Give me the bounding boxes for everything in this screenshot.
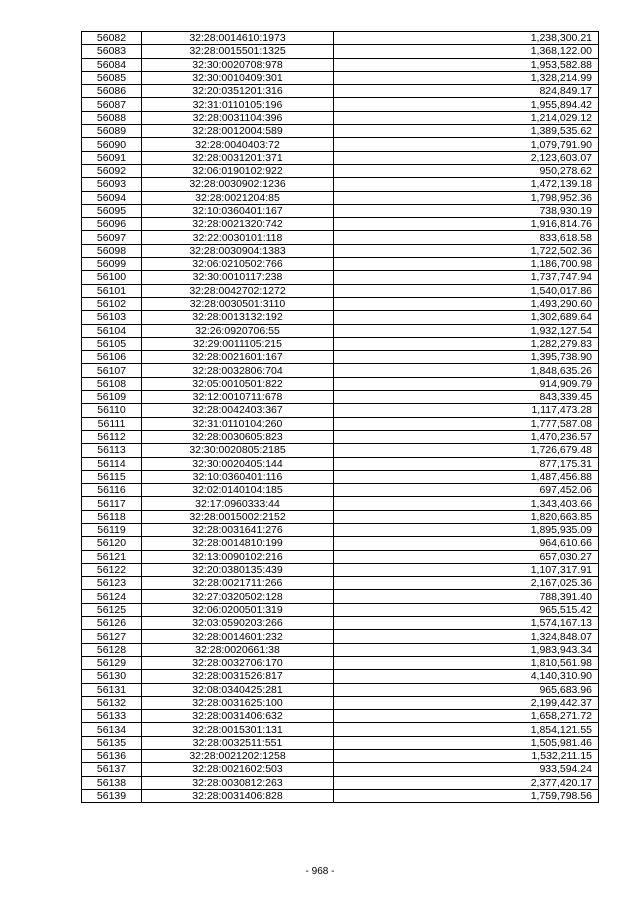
row-number-cell: 56083 xyxy=(82,45,142,58)
row-number-cell: 56120 xyxy=(82,537,142,550)
row-number-cell: 56124 xyxy=(82,590,142,603)
row-number-cell: 56121 xyxy=(82,550,142,563)
table-row xyxy=(82,497,599,510)
cadastral-number-cell: 32:28:0030605:823 xyxy=(142,430,334,443)
cadastral-number-cell: 32:28:0030812:263 xyxy=(142,776,334,789)
row-number-cell: 56106 xyxy=(82,351,142,364)
cadastral-number-cell: 32:28:0031526:817 xyxy=(142,670,334,683)
table-row xyxy=(82,138,599,151)
row-number-cell: 56094 xyxy=(82,191,142,204)
cadastral-number-cell: 32:26:0920706:55 xyxy=(142,324,334,337)
row-number-cell: 56128 xyxy=(82,643,142,656)
table-row xyxy=(82,351,599,364)
table-row xyxy=(82,750,599,763)
cadastral-number-cell: 32:28:0020661:38 xyxy=(142,643,334,656)
amount-cell: 1,810,561.98 xyxy=(334,656,599,669)
amount-cell: 1,186,700.98 xyxy=(334,258,599,271)
table-row xyxy=(82,231,599,244)
cadastral-number-cell: 32:12:0010711:678 xyxy=(142,391,334,404)
cadastral-number-cell: 32:31:0110104:260 xyxy=(142,417,334,430)
row-number-cell: 56133 xyxy=(82,710,142,723)
amount-cell: 1,117,473.28 xyxy=(334,404,599,417)
amount-cell: 1,395,738.90 xyxy=(334,351,599,364)
cadastral-number-cell: 32:28:0021202:1258 xyxy=(142,750,334,763)
table-row xyxy=(82,98,599,111)
amount-cell: 1,505,981.46 xyxy=(334,736,599,749)
table-row xyxy=(82,630,599,643)
row-number-cell: 56082 xyxy=(82,32,142,45)
cadastral-number-cell: 32:28:0021602:503 xyxy=(142,763,334,776)
amount-cell: 1,470,236.57 xyxy=(334,430,599,443)
row-number-cell: 56132 xyxy=(82,696,142,709)
row-number-cell: 56089 xyxy=(82,125,142,138)
row-number-cell: 56087 xyxy=(82,98,142,111)
amount-cell: 1,079,791.90 xyxy=(334,138,599,151)
amount-cell: 1,302,689.64 xyxy=(334,311,599,324)
amount-cell: 843,339.45 xyxy=(334,391,599,404)
row-number-cell: 56137 xyxy=(82,763,142,776)
cadastral-number-cell: 32:06:0200501:319 xyxy=(142,603,334,616)
row-number-cell: 56139 xyxy=(82,789,142,802)
table-row xyxy=(82,470,599,483)
page-number: - 968 - xyxy=(305,866,335,877)
cadastral-number-cell: 32:30:0010409:301 xyxy=(142,71,334,84)
row-number-cell: 56131 xyxy=(82,683,142,696)
table-row xyxy=(82,763,599,776)
row-number-cell: 56086 xyxy=(82,85,142,98)
table-row xyxy=(82,444,599,457)
cadastral-number-cell: 32:20:0380135:439 xyxy=(142,563,334,576)
row-number-cell: 56113 xyxy=(82,444,142,457)
cadastral-number-cell: 32:30:0010117:238 xyxy=(142,271,334,284)
table-row xyxy=(82,670,599,683)
amount-cell: 697,452.06 xyxy=(334,484,599,497)
table-row xyxy=(82,550,599,563)
cadastral-number-cell: 32:28:0014810:199 xyxy=(142,537,334,550)
row-number-cell: 56101 xyxy=(82,284,142,297)
table-row xyxy=(82,523,599,536)
amount-cell: 2,167,025.36 xyxy=(334,577,599,590)
cadastral-number-cell: 32:06:0210502:766 xyxy=(142,258,334,271)
cadastral-number-cell: 32:28:0032706:170 xyxy=(142,656,334,669)
table-row xyxy=(82,204,599,217)
amount-cell: 1,759,798.56 xyxy=(334,789,599,802)
row-number-cell: 56118 xyxy=(82,510,142,523)
amount-cell: 1,955,894.42 xyxy=(334,98,599,111)
cadastral-number-cell: 32:28:0032806:704 xyxy=(142,364,334,377)
amount-cell: 1,798,952.36 xyxy=(334,191,599,204)
row-number-cell: 56114 xyxy=(82,457,142,470)
cadastral-number-cell: 32:28:0032511:551 xyxy=(142,736,334,749)
row-number-cell: 56095 xyxy=(82,204,142,217)
amount-cell: 1,368,122.00 xyxy=(334,45,599,58)
row-number-cell: 56088 xyxy=(82,111,142,124)
row-number-cell: 56135 xyxy=(82,736,142,749)
row-number-cell: 56134 xyxy=(82,723,142,736)
cadastral-number-cell: 32:08:0340425:281 xyxy=(142,683,334,696)
amount-cell: 788,391.40 xyxy=(334,590,599,603)
row-number-cell: 56107 xyxy=(82,364,142,377)
cadastral-number-cell: 32:28:0021204:85 xyxy=(142,191,334,204)
table-row xyxy=(82,563,599,576)
row-number-cell: 56111 xyxy=(82,417,142,430)
amount-cell: 1,658,271.72 xyxy=(334,710,599,723)
row-number-cell: 56112 xyxy=(82,430,142,443)
amount-cell: 1,737,747.94 xyxy=(334,271,599,284)
amount-cell: 833,618.58 xyxy=(334,231,599,244)
table-row xyxy=(82,683,599,696)
row-number-cell: 56129 xyxy=(82,656,142,669)
amount-cell: 1,722,502.36 xyxy=(334,244,599,257)
cadastral-number-cell: 32:28:0042403:367 xyxy=(142,404,334,417)
cadastral-number-cell: 32:28:0031201:371 xyxy=(142,151,334,164)
amount-cell: 1,726,679.48 xyxy=(334,444,599,457)
cadastral-number-cell: 32:30:0020708:978 xyxy=(142,58,334,71)
row-number-cell: 56091 xyxy=(82,151,142,164)
amount-cell: 738,930.19 xyxy=(334,204,599,217)
row-number-cell: 56092 xyxy=(82,164,142,177)
table-row xyxy=(82,45,599,58)
table-row xyxy=(82,32,599,45)
table-row xyxy=(82,696,599,709)
amount-cell: 1,854,121.55 xyxy=(334,723,599,736)
amount-cell: 965,683.96 xyxy=(334,683,599,696)
table-row xyxy=(82,776,599,789)
table-row xyxy=(82,125,599,138)
table-row xyxy=(82,736,599,749)
cadastral-number-cell: 32:10:0360401:116 xyxy=(142,470,334,483)
row-number-cell: 56125 xyxy=(82,603,142,616)
row-number-cell: 56109 xyxy=(82,391,142,404)
table-row xyxy=(82,311,599,324)
amount-cell: 657,030.27 xyxy=(334,550,599,563)
amount-cell: 1,324,848.07 xyxy=(334,630,599,643)
amount-cell: 1,916,814.76 xyxy=(334,218,599,231)
table-row xyxy=(82,643,599,656)
cadastral-number-cell: 32:28:0030501:3110 xyxy=(142,297,334,310)
table-row xyxy=(82,297,599,310)
amount-cell: 1,107,317.91 xyxy=(334,563,599,576)
table-row xyxy=(82,603,599,616)
row-number-cell: 56122 xyxy=(82,563,142,576)
amount-cell: 1,820,663.85 xyxy=(334,510,599,523)
table-row xyxy=(82,656,599,669)
amount-cell: 2,377,420.17 xyxy=(334,776,599,789)
amount-cell: 1,574,167.13 xyxy=(334,617,599,630)
cadastral-number-cell: 32:20:0351201:316 xyxy=(142,85,334,98)
table-row xyxy=(82,151,599,164)
row-number-cell: 56116 xyxy=(82,484,142,497)
amount-cell: 1,343,403.66 xyxy=(334,497,599,510)
amount-cell: 1,983,943.34 xyxy=(334,643,599,656)
cadastral-number-cell: 32:29:0011105:215 xyxy=(142,337,334,350)
amount-cell: 1,895,935.09 xyxy=(334,523,599,536)
cadastral-number-cell: 32:28:0031406:632 xyxy=(142,710,334,723)
cadastral-number-cell: 32:30:0020805:2185 xyxy=(142,444,334,457)
table-row xyxy=(82,537,599,550)
row-number-cell: 56138 xyxy=(82,776,142,789)
cadastral-number-cell: 32:28:0031406:828 xyxy=(142,789,334,802)
table-row xyxy=(82,723,599,736)
cadastral-number-cell: 32:28:0015301:131 xyxy=(142,723,334,736)
amount-cell: 4,140,310.90 xyxy=(334,670,599,683)
table-row xyxy=(82,218,599,231)
table-row xyxy=(82,430,599,443)
row-number-cell: 56102 xyxy=(82,297,142,310)
amount-cell: 1,848,635.26 xyxy=(334,364,599,377)
cadastral-number-cell: 32:28:0014601:232 xyxy=(142,630,334,643)
cadastral-number-cell: 32:31:0110105:196 xyxy=(142,98,334,111)
row-number-cell: 56119 xyxy=(82,523,142,536)
cadastral-number-cell: 32:28:0012004:589 xyxy=(142,125,334,138)
row-number-cell: 56105 xyxy=(82,337,142,350)
row-number-cell: 56084 xyxy=(82,58,142,71)
table-row xyxy=(82,164,599,177)
row-number-cell: 56093 xyxy=(82,178,142,191)
table-row xyxy=(82,85,599,98)
cadastral-number-cell: 32:27:0320502:128 xyxy=(142,590,334,603)
amount-cell: 2,199,442.37 xyxy=(334,696,599,709)
table-row xyxy=(82,324,599,337)
amount-cell: 1,532,211.15 xyxy=(334,750,599,763)
row-number-cell: 56110 xyxy=(82,404,142,417)
row-number-cell: 56104 xyxy=(82,324,142,337)
table-row xyxy=(82,111,599,124)
cadastral-number-cell: 32:13:0090102:216 xyxy=(142,550,334,563)
row-number-cell: 56085 xyxy=(82,71,142,84)
amount-cell: 950,278.62 xyxy=(334,164,599,177)
amount-cell: 877,175.31 xyxy=(334,457,599,470)
amount-cell: 1,472,139.18 xyxy=(334,178,599,191)
table-row xyxy=(82,577,599,590)
table-row xyxy=(82,178,599,191)
amount-cell: 824,849.17 xyxy=(334,85,599,98)
row-number-cell: 56127 xyxy=(82,630,142,643)
row-number-cell: 56097 xyxy=(82,231,142,244)
amount-cell: 1,238,300.21 xyxy=(334,32,599,45)
row-number-cell: 56126 xyxy=(82,617,142,630)
table-row xyxy=(82,244,599,257)
amount-cell: 965,515.42 xyxy=(334,603,599,616)
table-row xyxy=(82,710,599,723)
cadastral-number-cell: 32:28:0021711:266 xyxy=(142,577,334,590)
cadastral-number-cell: 32:05:0010501:822 xyxy=(142,377,334,390)
amount-cell: 2,123,603.07 xyxy=(334,151,599,164)
table-row xyxy=(82,284,599,297)
table-row xyxy=(82,617,599,630)
cadastral-number-cell: 32:10:0360401:167 xyxy=(142,204,334,217)
amount-cell: 1,487,456.88 xyxy=(334,470,599,483)
amount-cell: 1,328,214.99 xyxy=(334,71,599,84)
amount-cell: 1,389,535.62 xyxy=(334,125,599,138)
table-row xyxy=(82,258,599,271)
cadastral-number-cell: 32:28:0021601:167 xyxy=(142,351,334,364)
cadastral-number-cell: 32:28:0014610:1973 xyxy=(142,32,334,45)
cadastral-number-cell: 32:28:0030904:1383 xyxy=(142,244,334,257)
cadastral-number-cell: 32:06:0190102:922 xyxy=(142,164,334,177)
table-body xyxy=(82,32,599,803)
row-number-cell: 56099 xyxy=(82,258,142,271)
table-row xyxy=(82,417,599,430)
row-number-cell: 56117 xyxy=(82,497,142,510)
table-row xyxy=(82,191,599,204)
row-number-cell: 56090 xyxy=(82,138,142,151)
table-row xyxy=(82,391,599,404)
table-row xyxy=(82,377,599,390)
row-number-cell: 56115 xyxy=(82,470,142,483)
table-row xyxy=(82,510,599,523)
amount-cell: 964,610.66 xyxy=(334,537,599,550)
row-number-cell: 56130 xyxy=(82,670,142,683)
row-number-cell: 56096 xyxy=(82,218,142,231)
table-row xyxy=(82,58,599,71)
amount-cell: 1,493,290.60 xyxy=(334,297,599,310)
cadastral-number-cell: 32:30:0020405:144 xyxy=(142,457,334,470)
amount-cell: 1,540,017.86 xyxy=(334,284,599,297)
table-row xyxy=(82,590,599,603)
cadastral-number-cell: 32:28:0021320:742 xyxy=(142,218,334,231)
amount-cell: 933,594.24 xyxy=(334,763,599,776)
cadastral-number-cell: 32:28:0040403:72 xyxy=(142,138,334,151)
cadastral-number-cell: 32:28:0015002:2152 xyxy=(142,510,334,523)
amount-cell: 914,909.79 xyxy=(334,377,599,390)
table-row xyxy=(82,789,599,802)
amount-cell: 1,777,587.08 xyxy=(334,417,599,430)
row-number-cell: 56098 xyxy=(82,244,142,257)
cadastral-number-cell: 32:17:0960333:44 xyxy=(142,497,334,510)
cadastral-number-cell: 32:22:0030101:118 xyxy=(142,231,334,244)
cadastral-number-cell: 32:28:0031104:396 xyxy=(142,111,334,124)
row-number-cell: 56108 xyxy=(82,377,142,390)
row-number-cell: 56100 xyxy=(82,271,142,284)
table-row xyxy=(82,484,599,497)
row-number-cell: 56136 xyxy=(82,750,142,763)
amount-cell: 1,214,029.12 xyxy=(334,111,599,124)
table-row xyxy=(82,364,599,377)
amount-cell: 1,932,127.54 xyxy=(334,324,599,337)
cadastral-number-cell: 32:03:0590203:266 xyxy=(142,617,334,630)
cadastral-number-cell: 32:28:0013132:192 xyxy=(142,311,334,324)
amount-cell: 1,953,582.88 xyxy=(334,58,599,71)
cadastral-number-cell: 32:28:0031641:276 xyxy=(142,523,334,536)
table-row xyxy=(82,337,599,350)
cadastral-number-cell: 32:28:0031625:100 xyxy=(142,696,334,709)
data-table xyxy=(81,31,599,803)
cadastral-number-cell: 32:28:0042702:1272 xyxy=(142,284,334,297)
cadastral-number-cell: 32:28:0015501:1325 xyxy=(142,45,334,58)
row-number-cell: 56123 xyxy=(82,577,142,590)
table-row xyxy=(82,457,599,470)
table-row xyxy=(82,71,599,84)
amount-cell: 1,282,279.83 xyxy=(334,337,599,350)
table-row xyxy=(82,404,599,417)
row-number-cell: 56103 xyxy=(82,311,142,324)
cadastral-number-cell: 32:28:0030902:1236 xyxy=(142,178,334,191)
table-row xyxy=(82,271,599,284)
cadastral-number-cell: 32:02:0140104:185 xyxy=(142,484,334,497)
